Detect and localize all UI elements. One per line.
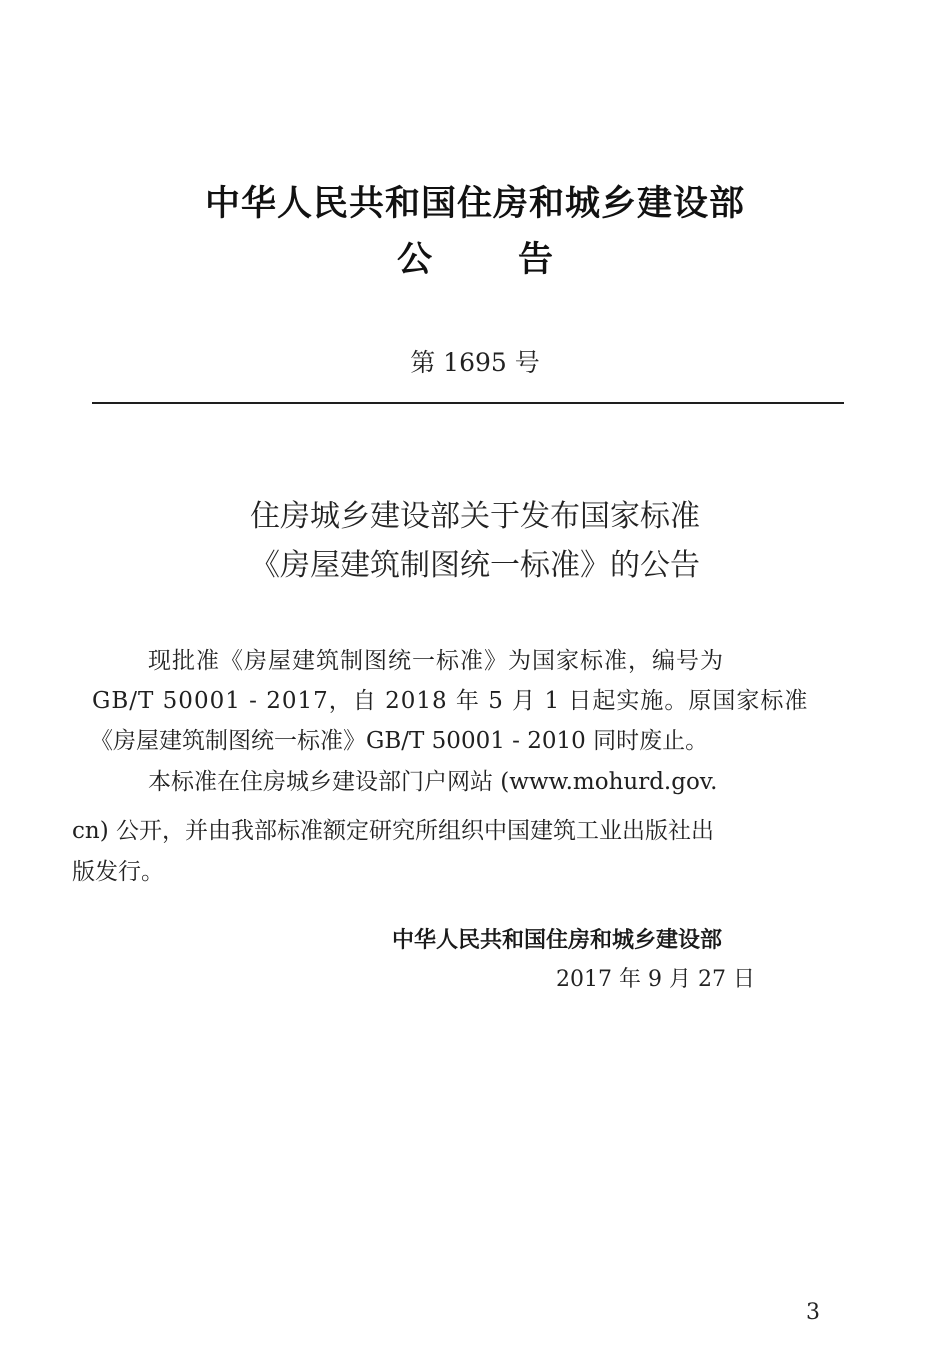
announcement-heading-line: 住房城乡建设部关于发布国家标准 [250, 499, 700, 534]
body-line: cn) 公开，并由我部标准额定研究所组织中国建筑工业出版社出 [72, 818, 714, 844]
signature-issuer: 中华人民共和国住房和城乡建设部 [392, 928, 723, 953]
body-line: 本标准在住房城乡建设部门户网站 (www.mohurd.gov. [148, 769, 718, 795]
document-type-char: 公 [396, 240, 432, 280]
page-number: 3 [806, 1300, 820, 1325]
announcement-heading-line: 《房屋建筑制图统一标准》的公告 [250, 548, 700, 583]
body-line: 《房屋建筑制图统一标准》GB/T 50001 - 2010 同时废止。 [90, 728, 709, 754]
document-type-char: 告 [518, 240, 554, 280]
body-line: GB/T 50001 - 2017，自 2018 年 5 月 1 日起实施。原国家标准 [92, 688, 809, 714]
body-line: 版发行。 [72, 859, 164, 885]
document-number: 第 1695 号 [410, 348, 540, 377]
body-line: 现批准《房屋建筑制图统一标准》为国家标准，编号为 [148, 648, 724, 674]
header-divider [92, 402, 844, 404]
document-type [0, 234, 950, 286]
issuer-title: 中华人民共和国住房和城乡建设部 [204, 184, 745, 224]
signature-date: 2017 年 9 月 27 日 [556, 967, 755, 992]
